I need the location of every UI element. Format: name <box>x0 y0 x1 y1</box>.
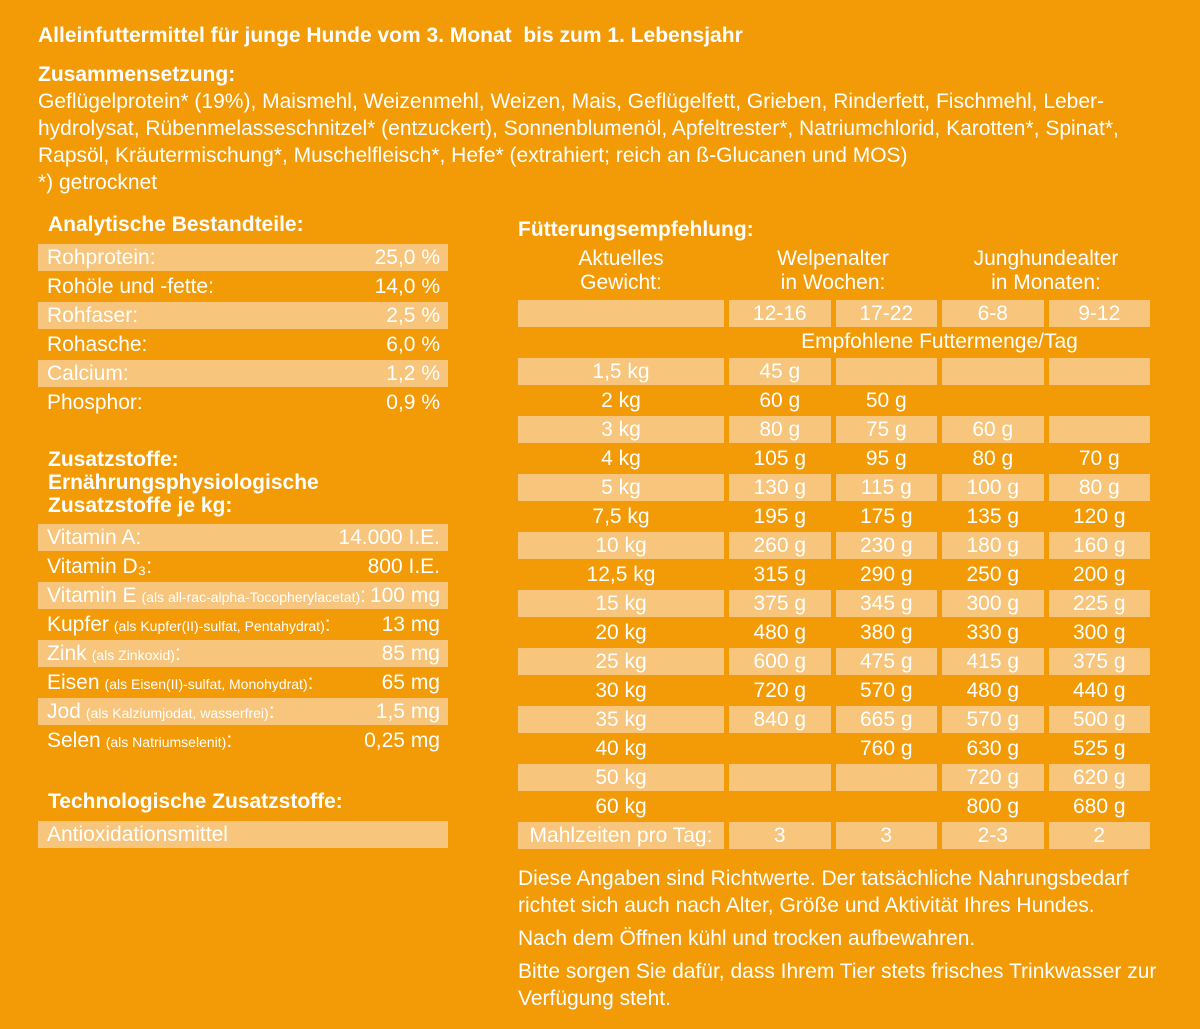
weight-cell: 12,5 kg <box>586 562 656 586</box>
amount-cell: 665 g <box>836 706 938 733</box>
feeding-row <box>518 532 1150 559</box>
analytical-row-value: 6,0 % <box>386 332 440 356</box>
additive-row-value: 13 mg <box>381 612 440 636</box>
amount-cell <box>942 358 1044 385</box>
additive-row-label <box>38 526 338 550</box>
amount-cell <box>836 793 938 820</box>
feeding-table <box>518 358 1150 849</box>
amount-cell: 3 <box>729 822 831 849</box>
additive-row-colon: : <box>174 641 181 665</box>
amount-cell <box>942 387 1044 414</box>
amount-cell: 415 g <box>942 648 1044 675</box>
feeding-subtitle: Empfohlene Futtermenge/Tag <box>801 330 1078 353</box>
weight-cell: 15 kg <box>518 590 724 617</box>
amount-cell <box>836 358 938 385</box>
amount-cell: 130 g <box>729 474 831 501</box>
analytical-row <box>38 360 448 387</box>
additive-row <box>38 727 448 754</box>
amount-cell: 70 g <box>1078 446 1120 470</box>
notes-paragraph: Bitte sorgen Sie dafür, dass Ihrem Tier stets frisches Trinkwasser zur Verfügung steht. <box>518 960 1157 1010</box>
amount-cell: 60 g <box>942 416 1044 443</box>
composition-line: Rapsöl, Kräutermischung*, Muschelfleisch*, Hefe* (extrahiert; reich an ß-Glucanen und MOS) <box>38 144 908 167</box>
additive-row-label <box>38 700 376 724</box>
amount-cell: 80 g <box>729 416 831 443</box>
feeding-heading: Fütterungsempfehlung: <box>518 218 754 241</box>
amount-cell: 570 g <box>942 706 1044 733</box>
weight-cell: 30 kg <box>595 678 647 702</box>
additive-row-name: Eisen <box>47 670 100 694</box>
amount-cell: 300 g <box>942 590 1044 617</box>
additive-row-name: Vitamin E <box>47 583 137 607</box>
amount-cell: 200 g <box>1072 562 1126 586</box>
analytical-heading: Analytische Bestandteile: <box>48 213 304 236</box>
amount-cell: 195 g <box>753 504 807 528</box>
weight-cell: 35 kg <box>518 706 724 733</box>
feeding-row <box>518 416 1150 443</box>
feeding-row <box>518 764 1150 791</box>
weight-cell: 7,5 kg <box>592 504 650 528</box>
analytical-row-label <box>38 333 386 357</box>
feeding-group-weight: Aktuelles Gewicht: <box>578 247 664 294</box>
weight-cell: 50 kg <box>518 764 724 791</box>
weight-cell: 2 kg <box>601 388 641 412</box>
product-title: Alleinfuttermittel für junge Hunde vom 3. Monat bis zum 1. Lebensjahr <box>38 24 743 47</box>
additive-row <box>38 582 448 609</box>
feeding-group-puppy-weeks: Welpenalter in Wochen: <box>777 247 889 294</box>
additive-row-value: 85 mg <box>381 641 440 665</box>
feeding-row <box>518 561 1150 588</box>
amount-cell: 315 g <box>753 562 807 586</box>
amount-cell: 570 g <box>859 678 913 702</box>
nutrition-column <box>38 213 448 850</box>
analytical-row-name: Rohasche: <box>47 332 148 356</box>
amount-cell: 100 g <box>942 474 1044 501</box>
weight-cell: 1,5 kg <box>518 358 724 385</box>
additive-row-label <box>38 584 370 608</box>
feeding-row <box>518 619 1150 646</box>
amount-cell: 375 g <box>1049 648 1151 675</box>
amount-cell <box>1049 387 1151 414</box>
feeding-row <box>518 387 1150 414</box>
analytical-row-label <box>38 275 375 299</box>
amount-cell: 380 g <box>859 620 913 644</box>
weight-cell: Mahlzeiten pro Tag: <box>518 822 724 849</box>
amount-cell: 500 g <box>1049 706 1151 733</box>
age-header-cell: 17-22 <box>836 300 938 327</box>
technological-row-name: Antioxidationsmittel <box>47 822 228 846</box>
additive-row-value: 0,25 mg <box>364 728 440 752</box>
feeding-column-groups <box>518 247 1150 295</box>
additive-row <box>38 524 448 551</box>
analytical-row-name: Calcium: <box>47 361 129 385</box>
amount-cell: 2-3 <box>942 822 1044 849</box>
composition-footnote: *) getrocknet <box>38 171 158 194</box>
amount-cell: 95 g <box>865 446 907 470</box>
amount-cell: 840 g <box>729 706 831 733</box>
amount-cell: 630 g <box>966 736 1020 760</box>
analytical-row <box>38 273 448 300</box>
amount-cell: 600 g <box>729 648 831 675</box>
amount-cell: 475 g <box>836 648 938 675</box>
amount-cell: 440 g <box>1072 678 1126 702</box>
amount-cell: 620 g <box>1049 764 1151 791</box>
additives-heading-line: Ernährungsphysiologische <box>48 471 319 494</box>
additive-row-name: Vitamin A: <box>47 525 142 549</box>
age-header-empty-cell <box>518 300 724 327</box>
analytical-row-value: 2,5 % <box>386 303 440 327</box>
meals-row <box>518 822 1150 849</box>
analytical-row <box>38 302 448 329</box>
amount-cell: 300 g <box>1072 620 1126 644</box>
additive-row <box>38 611 448 638</box>
composition-heading: Zusammensetzung: <box>38 63 236 86</box>
age-header-cell: 12-16 <box>729 300 831 327</box>
amount-cell: 225 g <box>1049 590 1151 617</box>
additive-row-value: 65 mg <box>381 670 440 694</box>
additive-row-colon: : <box>226 728 233 752</box>
amount-cell: 105 g <box>753 446 807 470</box>
amount-cell: 80 g <box>1049 474 1151 501</box>
additive-row-name: Vitamin D₃: <box>47 554 153 578</box>
notes-section <box>518 865 1166 1012</box>
amount-cell <box>836 764 938 791</box>
amount-cell: 250 g <box>966 562 1020 586</box>
amount-cell: 720 g <box>753 678 807 702</box>
amount-cell: 160 g <box>1049 532 1151 559</box>
amount-cell: 45 g <box>729 358 831 385</box>
analytical-row-value: 1,2 % <box>386 361 440 385</box>
amount-cell: 290 g <box>859 562 913 586</box>
additive-row-name: Jod <box>47 699 81 723</box>
additive-row-note: (als Natriumselenit) <box>105 733 227 750</box>
additive-row-name: Kupfer <box>47 612 109 636</box>
feeding-row <box>518 445 1150 472</box>
amount-cell: 375 g <box>729 590 831 617</box>
notes-paragraph: Nach dem Öffnen kühl und trocken aufbewahren. <box>518 927 976 950</box>
feeding-row <box>518 677 1150 704</box>
age-header-row <box>518 300 1150 327</box>
additive-row-note: (als all-rac-alpha-Tocopherylacetat) <box>141 588 361 605</box>
amount-cell <box>1049 416 1151 443</box>
additive-row-colon: : <box>268 699 275 723</box>
amount-cell: 60 g <box>759 388 801 412</box>
analytical-table <box>38 244 448 416</box>
additive-row-label <box>38 671 382 695</box>
age-header-cell: 6-8 <box>942 300 1044 327</box>
additive-row-colon: : <box>307 670 314 694</box>
analytical-row <box>38 244 448 271</box>
analytical-row-value: 14,0 % <box>374 274 440 298</box>
feeding-row <box>518 503 1150 530</box>
additive-row-label <box>38 729 364 753</box>
technological-table <box>38 821 448 848</box>
amount-cell: 345 g <box>836 590 938 617</box>
age-header-cell: 9-12 <box>1049 300 1151 327</box>
notes-paragraph: Diese Angaben sind Richtwerte. Der tatsächliche Nahrungsbedarf richtet sich auch nach Alter, Größe und Aktivität Ihres Hundes. <box>518 867 1129 917</box>
additives-table <box>38 524 448 754</box>
weight-cell: 10 kg <box>518 532 724 559</box>
composition-line: hydrolysat, Rübenmelasseschnitzel* (entzuckert), Sonnenblumenöl, Apfeltrester*, Natriumchlorid, Karotten*, Spinat*, <box>38 117 1119 140</box>
feeding-row <box>518 648 1150 675</box>
analytical-row-value: 0,9 % <box>386 390 440 414</box>
amount-cell: 760 g <box>859 736 913 760</box>
composition-line: Geflügelprotein* (19%), Maismehl, Weizenmehl, Weizen, Mais, Geflügelfett, Grieben, Rinderfett, Fischmehl, Leber- <box>38 90 1105 113</box>
amount-cell: 2 <box>1049 822 1151 849</box>
amount-cell: 480 g <box>753 620 807 644</box>
technological-heading: Technologische Zusatzstoffe: <box>48 790 343 813</box>
feeding-row <box>518 706 1150 733</box>
amount-cell: 180 g <box>942 532 1044 559</box>
amount-cell: 260 g <box>729 532 831 559</box>
additives-heading-line: Zusatzstoffe: <box>48 448 179 471</box>
technological-row <box>38 821 448 848</box>
analytical-row-label <box>38 304 386 328</box>
additive-row-label <box>38 642 382 666</box>
additive-row-note: (als Eisen(II)-sulfat, Monohydrat) <box>104 675 308 692</box>
feeding-row <box>518 793 1150 820</box>
feeding-group-young-months: Junghundealter in Monaten: <box>973 247 1119 294</box>
analytical-row-name: Rohöle und -fette: <box>47 274 214 298</box>
analytical-row-label <box>38 246 375 270</box>
feeding-row <box>518 474 1150 501</box>
additive-row-note: (als Kalziumjodat, wasserfrei) <box>85 704 269 721</box>
additive-row <box>38 698 448 725</box>
weight-cell: 5 kg <box>518 474 724 501</box>
analytical-row-label <box>38 362 386 386</box>
weight-cell: 4 kg <box>601 446 641 470</box>
additives-heading-line: Zusatzstoffe je kg: <box>48 494 233 517</box>
amount-cell: 480 g <box>966 678 1020 702</box>
amount-cell: 115 g <box>836 474 938 501</box>
amount-cell: 75 g <box>836 416 938 443</box>
amount-cell: 330 g <box>966 620 1020 644</box>
analytical-row <box>38 389 448 416</box>
amount-cell: 230 g <box>836 532 938 559</box>
weight-cell: 40 kg <box>595 736 647 760</box>
composition-section <box>38 61 1178 196</box>
weight-cell: 25 kg <box>518 648 724 675</box>
weight-cell: 3 kg <box>518 416 724 443</box>
additive-row-name: Selen <box>47 728 101 752</box>
analytical-row-name: Phosphor: <box>47 390 143 414</box>
amount-cell: 720 g <box>942 764 1044 791</box>
feeding-row <box>518 590 1150 617</box>
analytical-row-value: 25,0 % <box>374 245 440 269</box>
amount-cell: 680 g <box>1072 794 1126 818</box>
feeding-row <box>518 735 1150 762</box>
amount-cell: 135 g <box>966 504 1020 528</box>
additive-row <box>38 553 448 580</box>
additive-row-value: 1,5 mg <box>375 699 440 723</box>
additive-row <box>38 640 448 667</box>
additive-row-note: (als Zinkoxid) <box>91 646 175 663</box>
amount-cell: 3 <box>836 822 938 849</box>
amount-cell: 50 g <box>865 388 907 412</box>
feeding-column <box>518 218 1157 1018</box>
analytical-row-name: Rohfaser: <box>47 303 139 327</box>
analytical-row <box>38 331 448 358</box>
amount-cell: 800 g <box>966 794 1020 818</box>
amount-cell: 120 g <box>1072 504 1126 528</box>
additives-heading <box>38 448 448 517</box>
feeding-row <box>518 358 1150 385</box>
amount-cell: 175 g <box>859 504 913 528</box>
technological-row-label <box>38 823 448 847</box>
analytical-row-label <box>38 391 386 415</box>
additive-row-label <box>38 555 368 579</box>
amount-cell: 80 g <box>972 446 1014 470</box>
amount-cell: 525 g <box>1072 736 1126 760</box>
amount-cell <box>729 764 831 791</box>
amount-cell <box>1049 358 1151 385</box>
weight-cell: 20 kg <box>595 620 647 644</box>
additive-row-note: (als Kupfer(II)-sulfat, Pentahydrat) <box>113 617 325 634</box>
additive-row-colon: : <box>324 612 331 636</box>
additive-row-value: 100 mg <box>369 583 440 607</box>
amount-cell <box>729 735 831 762</box>
additive-row-label <box>38 613 382 637</box>
additive-row <box>38 669 448 696</box>
weight-cell: 60 kg <box>595 794 647 818</box>
additive-row-value: 800 I.E. <box>367 554 440 578</box>
analytical-row-name: Rohprotein: <box>47 245 156 269</box>
amount-cell <box>729 793 831 820</box>
additive-row-colon: : <box>360 583 366 607</box>
additive-row-name: Zink <box>47 641 87 665</box>
additive-row-value: 14.000 I.E. <box>338 525 440 549</box>
